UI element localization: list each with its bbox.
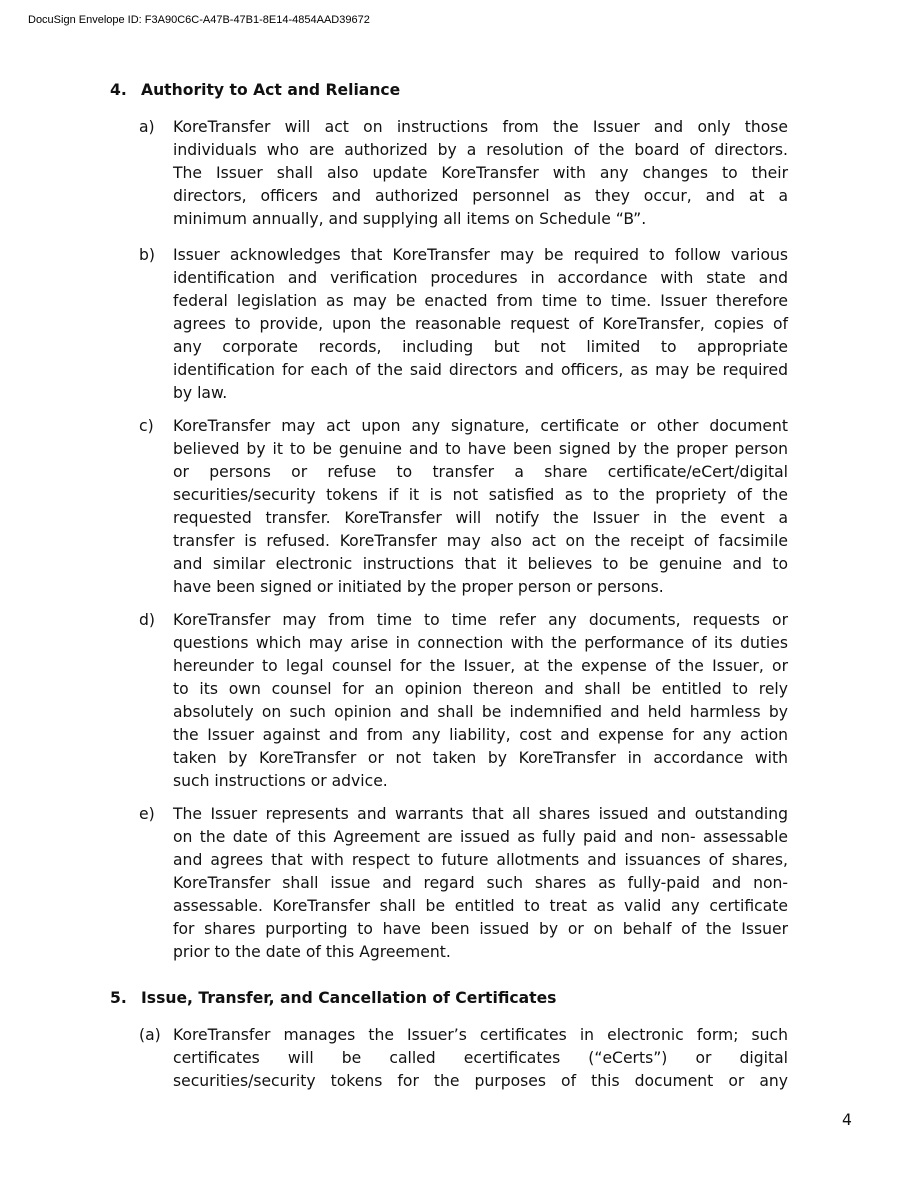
- clause-label: b): [139, 246, 155, 264]
- clause-4a: [139, 116, 788, 231]
- section-number: 4.: [110, 81, 127, 99]
- text-line: the Issuer against and from any liability, cost and expense for any action: [173, 726, 788, 744]
- text-line: hereunder to legal counsel for the Issuer, at the expense of the Issuer, or: [173, 657, 788, 675]
- text-line: identification and verification procedures in accordance with state and: [173, 269, 788, 287]
- text-line: and similar electronic instructions that it believes to be genuine and to: [173, 555, 788, 573]
- clause-text: [173, 1024, 788, 1093]
- text-line: The Issuer shall also update KoreTransfer with any changes to their: [173, 164, 788, 182]
- text-line: KoreTransfer manages the Issuer’s certificates in electronic form; such: [173, 1026, 788, 1044]
- clause-text: [173, 116, 788, 231]
- text-line: for shares purporting to have been issued by or on behalf of the Issuer: [173, 920, 788, 938]
- text-line: such instructions or advice.: [173, 772, 388, 790]
- section-heading-5: [110, 989, 556, 1007]
- text-line: assessable. KoreTransfer shall be entitled to treat as valid any certificate: [173, 897, 788, 915]
- clause-label: a): [139, 118, 155, 136]
- text-line: or persons or refuse to transfer a share certificate/eCert/digital: [173, 463, 788, 481]
- text-line: transfer is refused. KoreTransfer may also act on the receipt of facsimile: [173, 532, 788, 550]
- clause-text: [173, 415, 788, 599]
- text-line: believed by it to be genuine and to have been signed by the proper person: [173, 440, 788, 458]
- clause-4e: [139, 803, 788, 964]
- text-line: federal legislation as may be enacted from time to time. Issuer therefore: [173, 292, 788, 310]
- clause-4b: [139, 244, 788, 405]
- text-line: KoreTransfer will act on instructions from the Issuer and only those: [173, 118, 788, 136]
- text-line: KoreTransfer shall issue and regard such shares as fully-paid and non-: [173, 874, 788, 892]
- text-line: KoreTransfer may act upon any signature, certificate or other document: [173, 417, 788, 435]
- section-title: Authority to Act and Reliance: [141, 81, 401, 99]
- text-line: taken by KoreTransfer or not taken by KoreTransfer in accordance with: [173, 749, 788, 767]
- section-number: 5.: [110, 989, 127, 1007]
- text-line: questions which may arise in connection with the performance of its duties: [173, 634, 788, 652]
- clause-label: e): [139, 805, 155, 823]
- text-line: securities/security tokens if it is not satisfied as to the propriety of the: [173, 486, 788, 504]
- clause-5a: [139, 1024, 788, 1093]
- text-line: prior to the date of this Agreement.: [173, 943, 451, 961]
- envelope-id-header: DocuSign Envelope ID: F3A90C6C-A47B-47B1-8E14-4854AAD39672: [28, 14, 370, 26]
- clause-label: (a): [139, 1026, 161, 1044]
- text-line: on the date of this Agreement are issued as fully paid and non- assessable: [173, 828, 788, 846]
- clause-label: c): [139, 417, 154, 435]
- text-line: by law.: [173, 384, 228, 402]
- clause-text: [173, 803, 788, 964]
- text-line: to its own counsel for an opinion thereon and shall be entitled to rely: [173, 680, 788, 698]
- section-heading-4: [110, 81, 400, 99]
- text-line: agrees to provide, upon the reasonable request of KoreTransfer, copies of: [173, 315, 788, 333]
- text-line: any corporate records, including but not limited to appropriate: [173, 338, 788, 356]
- text-line: Issuer acknowledges that KoreTransfer may be required to follow various: [173, 246, 788, 264]
- page-number: 4: [842, 1111, 852, 1129]
- text-line: absolutely on such opinion and shall be indemnified and held harmless by: [173, 703, 788, 721]
- text-line: securities/security tokens for the purposes of this document or any: [173, 1072, 788, 1090]
- text-line: The Issuer represents and warrants that all shares issued and outstanding: [173, 805, 788, 823]
- text-line: directors, officers and authorized personnel as they occur, and at a: [173, 187, 788, 205]
- clause-text: [173, 244, 788, 405]
- clause-label: d): [139, 611, 155, 629]
- text-line: and agrees that with respect to future allotments and issuances of shares,: [173, 851, 788, 869]
- clause-4c: [139, 415, 788, 599]
- text-line: individuals who are authorized by a resolution of the board of directors.: [173, 141, 788, 159]
- text-line: have been signed or initiated by the proper person or persons.: [173, 578, 664, 596]
- text-line: identification for each of the said directors and officers, as may be required: [173, 361, 788, 379]
- clause-4d: [139, 609, 788, 793]
- section-title: Issue, Transfer, and Cancellation of Certificates: [141, 989, 557, 1007]
- text-line: KoreTransfer may from time to time refer any documents, requests or: [173, 611, 788, 629]
- text-line: certificates will be called ecertificates (“eCerts”) or digital: [173, 1049, 788, 1067]
- text-line: requested transfer. KoreTransfer will notify the Issuer in the event a: [173, 509, 788, 527]
- clause-text: [173, 609, 788, 793]
- text-line: minimum annually, and supplying all items on Schedule “B”.: [173, 210, 647, 228]
